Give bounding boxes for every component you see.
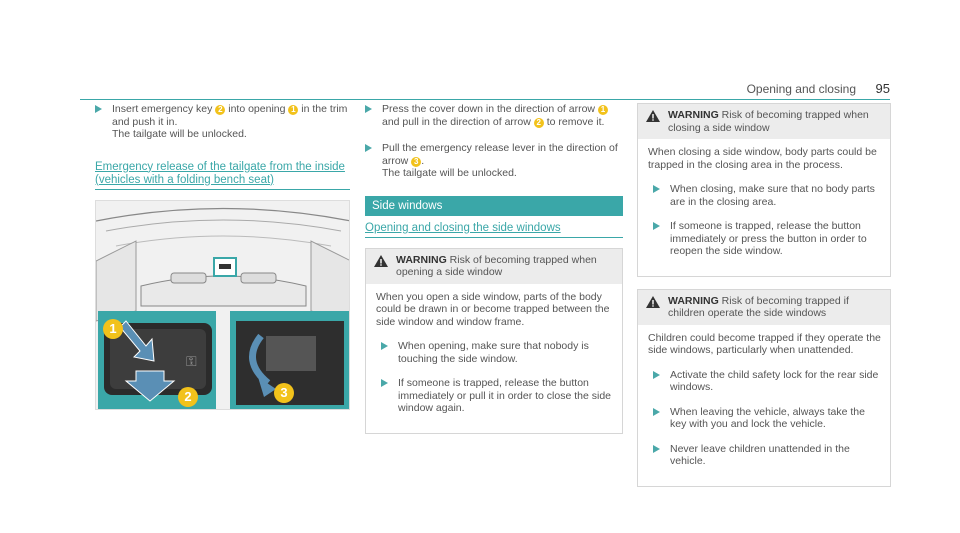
warning-label: WARNING — [668, 294, 719, 307]
page-number: 95 — [875, 81, 890, 96]
column-1 — [95, 103, 350, 200]
warning-body — [638, 139, 890, 276]
svg-text:⚿: ⚿ — [186, 354, 197, 370]
page-header — [80, 80, 890, 100]
subheading-opening-closing: Opening and closing the side windows — [365, 222, 623, 238]
warning-box — [637, 289, 891, 487]
callout-3-icon: 3 — [411, 157, 421, 167]
step-insert-key: Insert emergency key 2 into opening 1 in the trim and push it in. The tailgate will be unlocked. — [95, 103, 350, 141]
step-arrow-icon — [653, 371, 660, 379]
warning-step: If someone is trapped, release the button immediately or pull it in order to close the side window again. — [381, 377, 614, 415]
warning-triangle-icon — [374, 255, 388, 267]
step-arrow-icon — [381, 379, 388, 387]
header-title: Opening and closing — [746, 82, 856, 96]
step-arrow-icon — [653, 408, 660, 416]
warning-text: When closing a side window, body parts could be trapped in the closing area in the process. — [648, 146, 877, 171]
step-arrow-icon — [95, 105, 102, 113]
column-2 — [365, 103, 623, 446]
warning-triangle-icon — [646, 296, 660, 308]
warning-header — [638, 290, 890, 325]
callout-3-icon: 3 — [274, 383, 294, 403]
warning-body — [366, 284, 622, 433]
warning-step: When closing, make sure that no body parts are in the closing area. — [653, 183, 882, 208]
tailgate-release-illustration — [95, 200, 350, 410]
step-result: The tailgate will be unlocked. — [112, 128, 247, 140]
step-arrow-icon — [653, 185, 660, 193]
step-press-cover: Press the cover down in the direction of arrow 1 and pull in the direction of arrow 2 to remove it. — [365, 103, 623, 128]
callout-2-icon: 2 — [215, 105, 225, 115]
warning-text: Children could become trapped if they operate the side windows, particularly when unattended. — [648, 331, 881, 356]
warning-step: When leaving the vehicle, always take the key with you and lock the vehicle. — [653, 406, 882, 431]
warning-triangle-icon — [646, 110, 660, 122]
warning-step: Activate the child safety lock for the rear side windows. — [653, 369, 882, 394]
warning-step: If someone is trapped, release the button immediately or press the button in order to reopen the side window. — [653, 220, 882, 258]
warning-header — [366, 249, 622, 284]
callout-2-icon: 2 — [534, 118, 544, 128]
step-arrow-icon — [365, 105, 372, 113]
subheading-emergency-release: Emergency release of the tailgate from the inside (vehicles with a folding bench seat) — [95, 161, 350, 190]
callout-1-icon: 1 — [598, 105, 608, 115]
step-pull-lever: Pull the emergency release lever in the direction of arrow 3 . The tailgate will be unlocked. — [365, 142, 623, 180]
warning-label: WARNING — [396, 253, 447, 266]
step-arrow-icon — [653, 222, 660, 230]
warning-step: When opening, make sure that nobody is touching the side window. — [381, 340, 614, 365]
step-result: The tailgate will be unlocked. — [382, 167, 517, 179]
section-title-side-windows: Side windows — [365, 196, 623, 216]
warning-box — [365, 248, 623, 434]
warning-title: Risk of becoming trapped if children operate the side windows — [668, 294, 849, 319]
car-interior-illustration — [96, 201, 350, 410]
warning-title: Risk of becoming trapped when opening a side window — [396, 253, 597, 278]
warning-label: WARNING — [668, 109, 719, 121]
step-arrow-icon — [381, 342, 388, 350]
callout-2-icon: 2 — [178, 387, 198, 407]
step-arrow-icon — [365, 144, 372, 152]
warning-step: Never leave children unattended in the vehicle. — [653, 443, 882, 468]
warning-text: When you open a side window, parts of the body could be drawn in or become trapped between the side window and window frame. — [376, 290, 610, 328]
callout-1-icon: 1 — [288, 105, 298, 115]
warning-box — [637, 103, 891, 277]
warning-header — [638, 104, 890, 139]
callout-1-icon: 1 — [103, 319, 123, 339]
step-arrow-icon — [653, 445, 660, 453]
warning-title: Risk of becoming trapped when closing a side window — [668, 109, 869, 134]
warning-body — [638, 325, 890, 486]
column-3 — [637, 103, 891, 499]
